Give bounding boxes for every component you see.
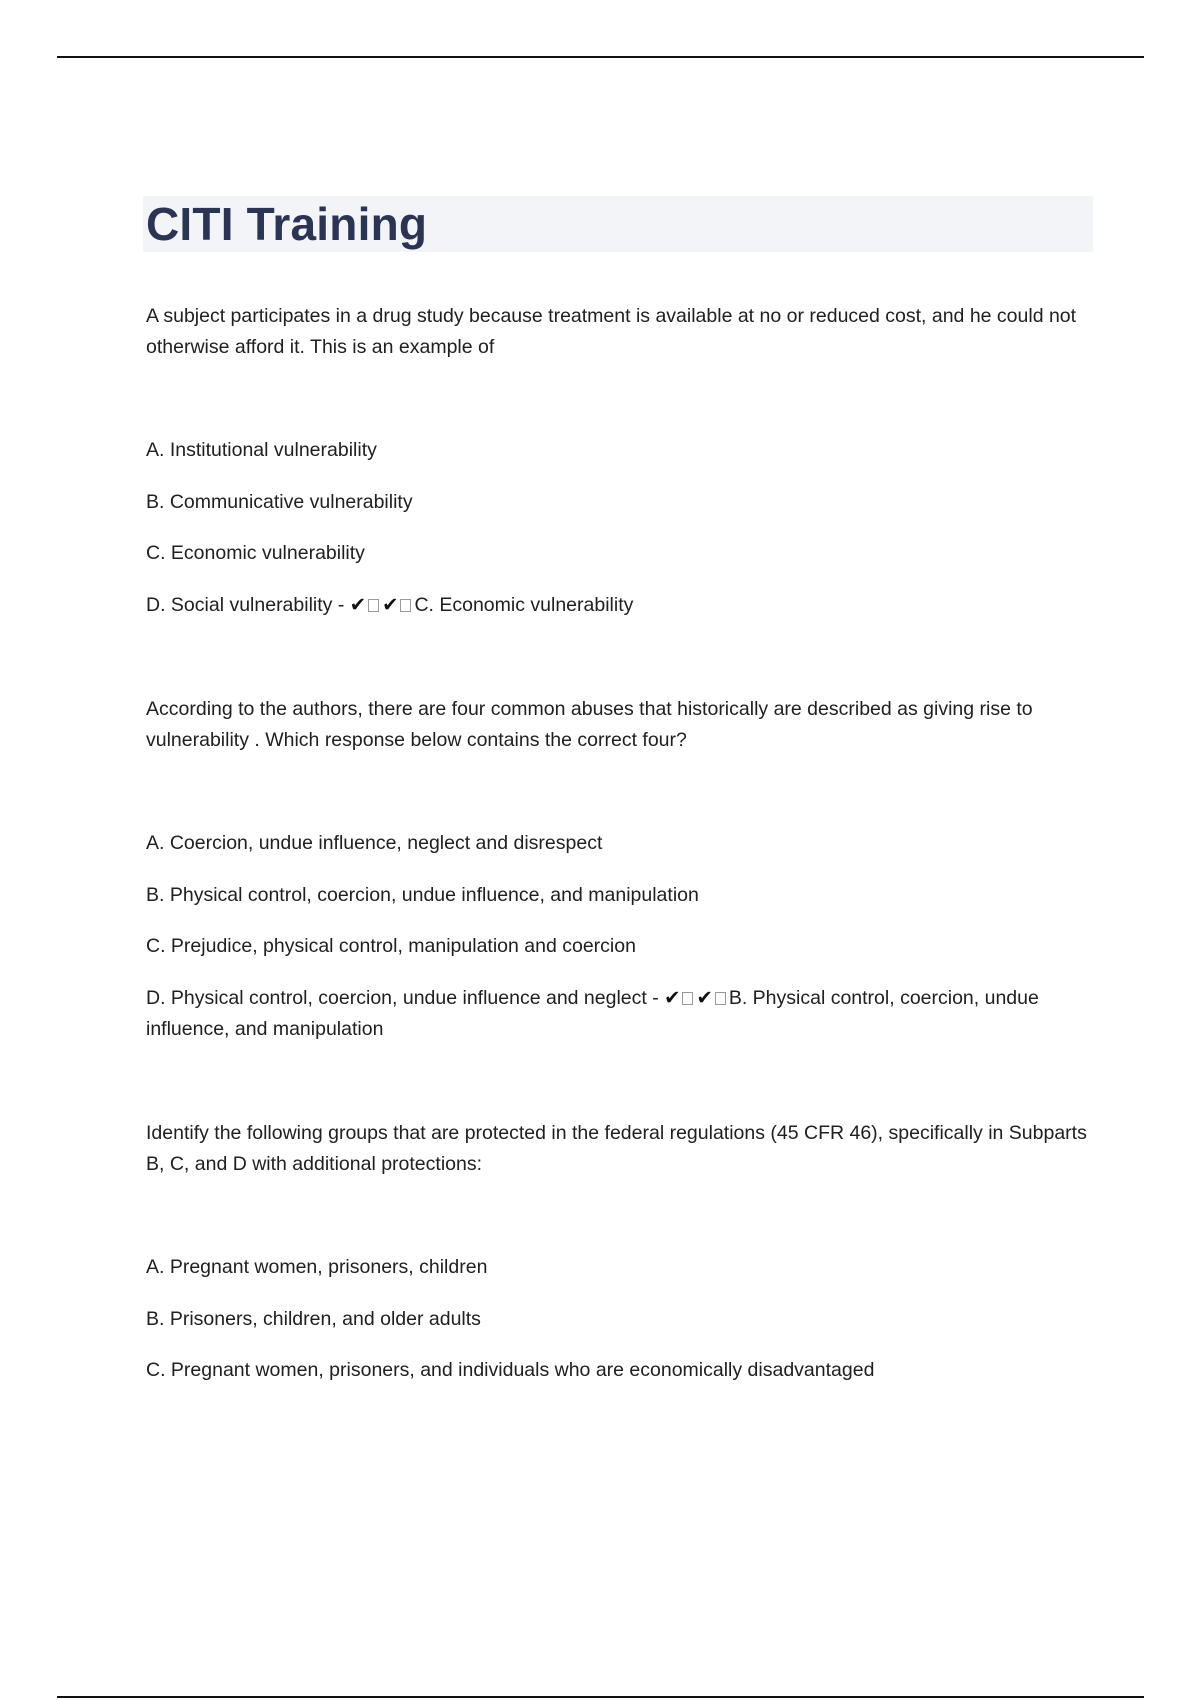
question-2-option-c: C. Prejudice, physical control, manipulation and coercion [146,935,636,957]
question-2-option-b: B. Physical control, coercion, undue influence, and manipulation [146,884,699,906]
footer-rule [57,1696,1144,1698]
check-icon: ✔ [382,594,399,616]
question-1-option-b: B. Communicative vulnerability [146,491,413,513]
question-2-option-d: D. Physical control, coercion, undue influence and neglect - [146,987,659,1009]
question-2-prompt [146,694,1096,756]
question-prompt: Identify the following groups that are protected in the federal regulations (45 CFR 46), specifically in Subparts B, C, and D with additional protections: [146,1122,1087,1175]
question-3-option-a: A. Pregnant women, prisoners, children [146,1256,488,1278]
question-1-option-c: C. Economic vulnerability [146,542,365,564]
question-prompt: A subject participates in a drug study because treatment is available at no or reduced cost, and he could not otherwise afford it. This is an example of [146,305,1077,358]
question-2-option-a: A. Coercion, undue influence, neglect and disrespect [146,832,603,854]
box-icon [400,599,411,612]
question-1-option-a: A. Institutional vulnerability [146,439,377,461]
question-3-option-c: C. Pregnant women, prisoners, and individuals who are economically disadvantaged [146,1359,875,1381]
box-icon [682,992,693,1005]
question-prompt: According to the authors, there are four common abuses that historically are described as giving rise to vulnerability . Which response below contains the correct four? [146,698,1033,751]
question-1-answer: C. Economic vulnerability [414,594,634,616]
check-icon: ✔ [349,594,367,616]
question-3-option-b: B. Prisoners, children, and older adults [146,1308,481,1330]
question-2-answer: B. Physical control, coercion, undue influence, and manipulation [146,987,1039,1040]
question-1-option-d: D. Social vulnerability - [146,594,345,616]
check-icon: ✔ [696,987,713,1009]
question-2-option-d-with-answer [146,983,1096,1045]
question-1-prompt [146,301,1096,363]
question-3-prompt [146,1118,1096,1180]
document-title: CITI Training [146,198,428,250]
box-icon [368,599,379,612]
header-rule [57,56,1144,58]
box-icon [715,992,726,1005]
check-icon: ✔ [664,987,681,1009]
question-1-option-d-with-answer [146,590,1096,621]
